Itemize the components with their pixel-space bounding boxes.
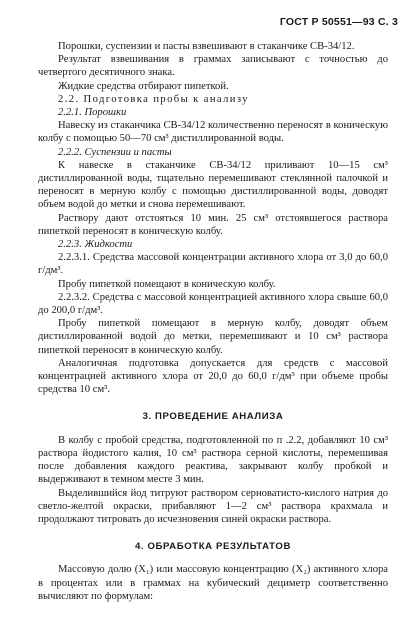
paragraph: 2.2.3.2. Средства с массовой концентрацией активного хлора свыше 60,0 до 200,0 г/дм³. bbox=[38, 291, 388, 317]
subsection-heading: 2.2.3. Жидкости bbox=[58, 239, 133, 251]
paragraph: Аналогичная подготовка допускается для средств с массовой концентрацией активного хлора от 20,0 до 60,0 г/дм³ при объеме пробы средства 10 см³. bbox=[38, 357, 388, 396]
paragraph: Пробу пипеткой помещают в мерную колбу, доводят объем дистиллированной водой до метки, перемешивают и 10 см³ раствора пипеткой переносят в коническую колбу. bbox=[38, 318, 388, 356]
paragraph: Пробу пипеткой помещают в коническую колбу. bbox=[58, 278, 276, 290]
paragraph: Навеску из стаканчика СВ-34/12 количественно переносят в коническую колбу с помощью 50—70 см³ дистиллированной воды. bbox=[38, 120, 388, 145]
paragraph: В колбу с пробой средства, подготовленной по п .2.2, добавляют 10 см³ раствора йодистого калия, 10 см³ раствора серной кислоты, перемешивая после добавления каждого реактива, закрывают колбу пробкой и выдерживают в темном месте 3 мин. bbox=[38, 434, 388, 486]
section-heading-4: 4. ОБРАБОТКА РЕЗУЛЬТАТОВ bbox=[135, 541, 291, 553]
paragraph: Выделившийся йод титруют раствором серноватисто-кислого натрия до светло-желтой окраски, прибавляют 1—2 см³ раствора крахмала и продолжают титровать до исчезновения синей окраски раствора. bbox=[38, 487, 388, 525]
section-heading-2-2: 2.2. Подготовка пробы к анализу bbox=[58, 93, 249, 105]
paragraph: Результат взвешивания в граммах записывают с точностью до четвертого десятичного знака. bbox=[38, 54, 388, 79]
subsection-heading: 2.2.2. Суспензии и пасты bbox=[58, 146, 172, 158]
paragraph: К навеске в стаканчике СВ-34/12 приливают 10—15 см³ дистиллированной воды, тщательно перемешивают стеклянной палочкой и переносят в мерную колбу с помощью дистиллированной воды, доводят объем водой до метки и снова перемешивают. bbox=[38, 159, 388, 211]
paragraph: Порошки, суспензии и пасты взвешивают в стаканчике СВ-34/12. bbox=[58, 41, 355, 52]
page-header: ГОСТ Р 50551—93 С. 3 bbox=[279, 16, 398, 28]
paragraph: 2.2.3.1. Средства массовой концентрации активного хлора от 3,0 до 60,0 г/дм³. bbox=[38, 252, 388, 277]
paragraph: Раствору дают отстояться 10 мин. 25 см³ отстоявшегося раствора пипеткой переносят в коническую колбу. bbox=[38, 212, 388, 237]
paragraph: Массовую долю (X₁) или массовую концентрацию (X₂) активного хлора в процентах или в граммах на кубический дециметр соответственно вычисляют по формулам: bbox=[38, 564, 388, 602]
paragraph: Жидкие средства отбирают пипеткой. bbox=[58, 80, 229, 92]
document-body bbox=[38, 40, 388, 603]
section-heading-3: 3. ПРОВЕДЕНИЕ АНАЛИЗА bbox=[142, 411, 284, 423]
subsection-heading: 2.2.1. Порошки bbox=[58, 107, 127, 119]
